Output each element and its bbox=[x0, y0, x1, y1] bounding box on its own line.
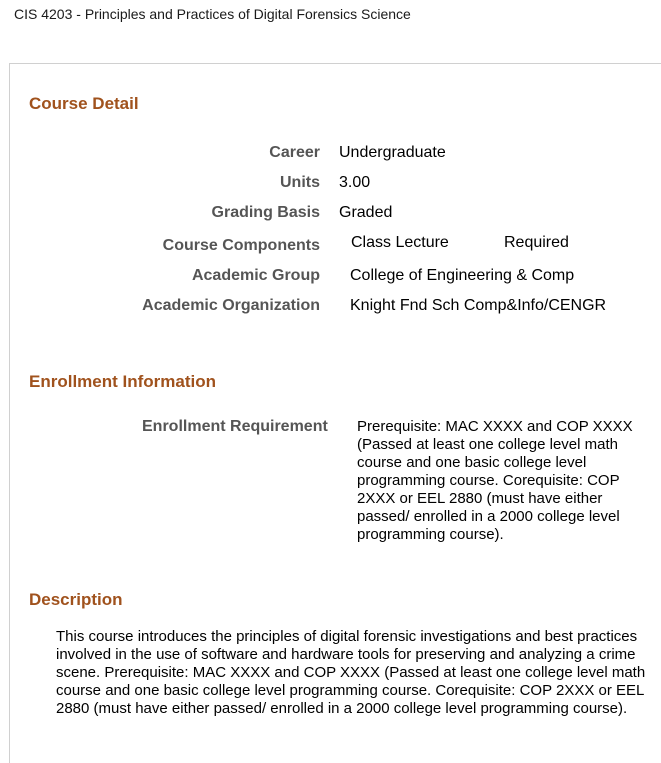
course-components-status: Required bbox=[504, 234, 569, 251]
grading-basis-label: Grading Basis bbox=[211, 204, 320, 221]
academic-organization-value: Knight Fnd Sch Comp&Info/CENGR bbox=[350, 297, 607, 314]
grading-basis-value: Graded bbox=[339, 204, 393, 221]
career-value: Undergraduate bbox=[339, 144, 446, 161]
units-label: Units bbox=[280, 174, 320, 191]
course-components-value: Class Lecture bbox=[351, 234, 449, 251]
course-detail-heading: Course Detail bbox=[29, 94, 139, 113]
academic-organization-label: Academic Organization bbox=[142, 297, 320, 314]
enrollment-requirement-value: Prerequisite: MAC XXXX and COP XXXX (Passed at least one college level math course and one basic college level programming course. Corequisite: COP 2XXX or EEL 2880 (must have either passed/ enrolled in a 2000 college level programming course). bbox=[357, 418, 633, 543]
career-label: Career bbox=[269, 144, 320, 161]
academic-group-value: College of Engineering & Comp bbox=[350, 267, 575, 284]
description-text: This course introduces the principles of digital forensic investigations and best practices involved in the use of software and hardware tools for preserving and analyzing a crime scene. Prerequisite: MAC XXXX and COP XXXX (Passed at least one college level math course and one basic college level programming course. Corequisite: COP 2XXX or EEL 2880 (must have either passed/ enrolled in a 2000 college level programming course). bbox=[56, 628, 646, 717]
enrollment-requirement-label: Enrollment Requirement bbox=[142, 418, 328, 435]
page-title: CIS 4203 - Principles and Practices of Digital Forensics Science bbox=[14, 6, 411, 22]
units-value: 3.00 bbox=[339, 174, 371, 191]
enrollment-information-heading: Enrollment Information bbox=[29, 372, 216, 391]
description-heading: Description bbox=[29, 590, 123, 609]
course-components-label: Course Components bbox=[162, 237, 320, 254]
academic-group-label: Academic Group bbox=[191, 267, 320, 284]
